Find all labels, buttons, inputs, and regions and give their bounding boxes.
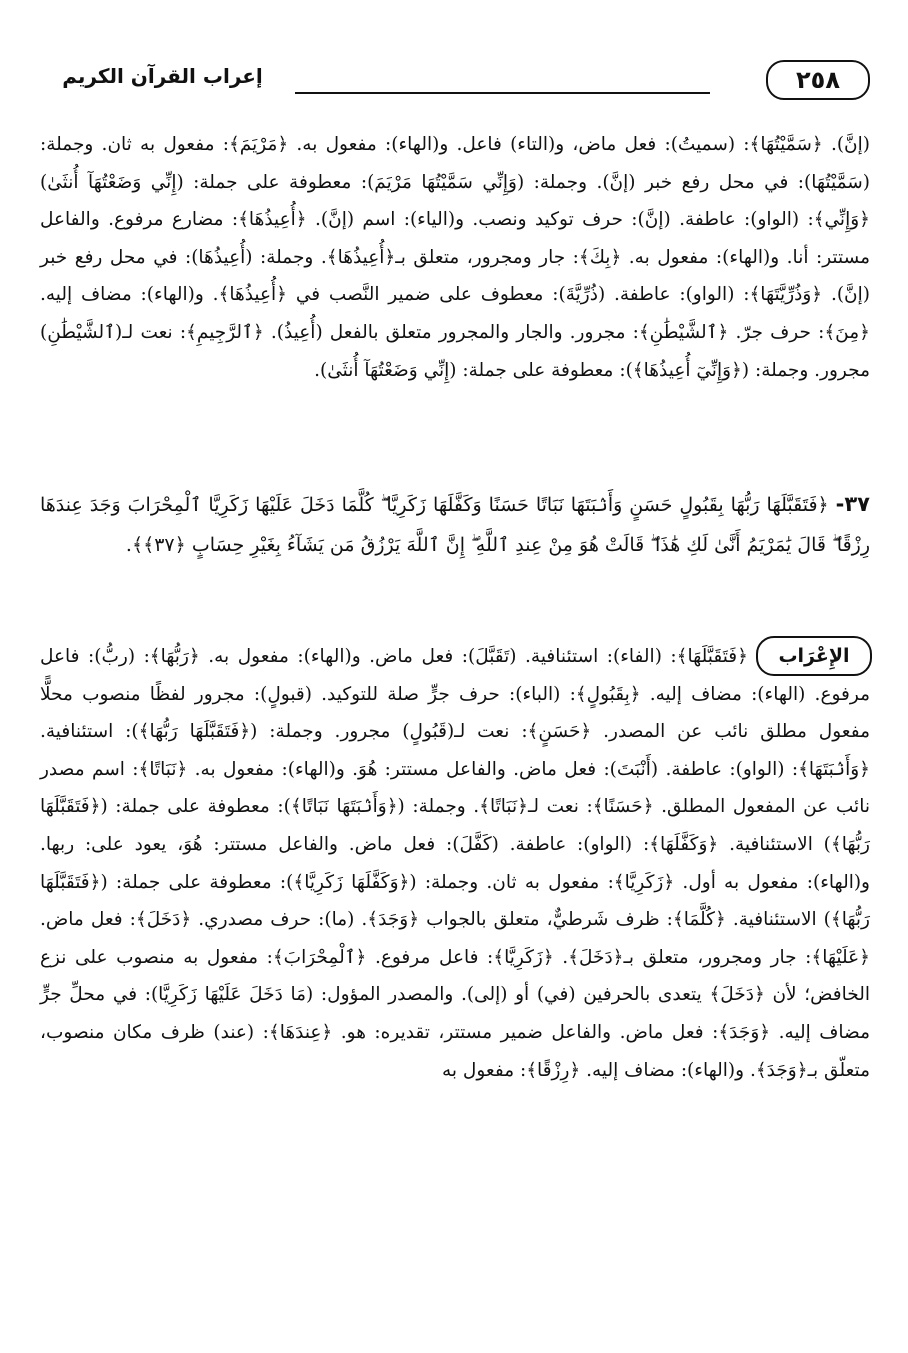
paragraph-continuation: (إنَّ). ﴿سَمَّيْتُهَا﴾: (سميتُ): فعل ماض، و(التاء) فاعل. و(الهاء): مفعول به. ﴿مَرْيَمَ﴾: مفعول به ثان. وجملة: (سَمَّيْتُهَا): في محل رفع خبر (إنَّ). وجملة: (وَإِنِّي سَمَّيْتُهَا مَرْيَمَ): معطوفة على جملة: (إِنِّي وَضَعْتُهَآ أُنثَىٰ) ﴿وَإِنِّي﴾: (الواو): عاطفة. (إنَّ): حرف توكيد ونصب. و(الياء): اسم (إنَّ). ﴿أُعِيذُهَا﴾: مضارع مرفوع. والفاعل مستتر: أنا. و(الهاء): مفعول به. ﴿بِكَ﴾: جار ومجرور، متعلق بـ﴿أُعِيذُهَا﴾. وجملة: (أُعِيذُهَا): في محل رفع خبر (إنَّ). ﴿وَذُرِّيَّتَهَا﴾: (الواو): عاطفة. (ذُرِّيَّةَ): معطوف على ضمير النَّصب في ﴿أُعِيذُهَا﴾. و(الهاء): مضاف إليه. ﴿مِنَ﴾: حرف جرّ. ﴿ٱلشَّيْطَٰنِ﴾: مجرور. والجار والمجرور متعلق بالفعل (أُعِيذُ). ﴿ٱلرَّجِيمِ﴾: نعت لـ(ٱلشَّيْطَٰنِ) مجرور. وجملة: (﴿وَإِنِّيٓ أُعِيذُهَا﴾): معطوفة على جملة: (إِنِّي وَضَعْتُهَآ أُنثَىٰ). xyxy=(40,134,870,381)
verse-text: ﴿فَتَقَبَّلَهَا رَبُّهَا بِقَبُولٍ حَسَنٍ وَأَنۢبَتَهَا نَبَاتًا حَسَنًا وَكَفَّلَهَا زَكَرِيَّا ۖ كُلَّمَا دَخَلَ عَلَيْهَا زَكَرِيَّا ٱلْمِحْرَابَ وَجَدَ عِندَهَا رِزْقًا ۖ قَالَ يَٰمَرْيَمُ أَنَّىٰ لَكِ هَٰذَا ۖ قَالَتْ هُوَ مِنْ عِندِ ٱللَّهِ ۖ إِنَّ ٱللَّهَ يَرْزُقُ مَن يَشَآءُ بِغَيْرِ حِسَابٍ ﴿٣٧﴾﴾. xyxy=(40,494,870,556)
irab-heading-badge: الإِعْرَاب xyxy=(756,636,872,676)
header-divider xyxy=(295,92,710,94)
verse-37 xyxy=(40,484,870,565)
irab-paragraph xyxy=(40,638,870,1089)
book-title: إعراب القرآن الكريم xyxy=(62,64,263,88)
page-header xyxy=(40,58,870,102)
irab-text: ﴿فَتَقَبَّلَهَا﴾: (الفاء): استئنافية. (تَقَبَّلَ): فعل ماض. و(الهاء): مفعول به. ﴿رَبُّهَا﴾: (ربُّ): فاعل مرفوع. (الهاء): مضاف إليه. ﴿بِقَبُولٍ﴾: (الباء): حرف جرٍّ صلة للتوكيد. (قبولٍ): مجرور لفظًا منصوب محلًّا مفعول مطلق نائب عن المصدر. ﴿حَسَنٍ﴾: نعت لـ(قَبُولٍ) مجرور. وجملة: (﴿فَتَقَبَّلَهَا رَبُّهَا﴾): استئنافية. ﴿وَأَنۢبَتَهَا﴾: (الواو): عاطفة. (أَنْبَتَ): فعل ماض. والفاعل مستتر: هُوَ. و(الهاء): مفعول به. ﴿نَبَاتًا﴾: اسم مصدر نائب عن المفعول المطلق. ﴿حَسَنًا﴾: نعت لـ﴿نَبَاتًا﴾. وجملة: (﴿وَأَنۢبَتَهَا نَبَاتًا﴾): معطوفة على جملة: (﴿فَتَقَبَّلَهَا رَبُّهَا﴾) الاستئنافية. ﴿وَكَفَّلَهَا﴾: (الواو): عاطفة. (كَفَّلَ): فعل ماض. والفاعل مستتر: هُوَ، يعود على: ربها. و(الهاء): مفعول به أول. ﴿زَكَرِيَّا﴾: مفعول به ثان. وجملة: (﴿وَكَفَّلَهَا زَكَرِيَّا﴾): معطوفة على جملة: (﴿فَتَقَبَّلَهَا رَبُّهَا﴾) الاستئنافية. ﴿كُلَّمَا﴾: ظرف شَرطيٌّ، متعلق بالجواب ﴿وَجَدَ﴾. (ما): حرف مصدري. ﴿دَخَلَ﴾: فعل ماض. ﴿عَلَيْهَا﴾: جار ومجرور، متعلق بـ﴿دَخَلَ﴾. ﴿زَكَرِيَّا﴾: فاعل مرفوع. ﴿ٱلْمِحْرَابَ﴾: مفعول به منصوب على نزع الخافض؛ لأن ﴿دَخَلَ﴾ يتعدى بالحرفين (في) أو (إلى). والمصدر المؤول: (مَا دَخَلَ عَلَيْهَا زَكَرِيَّا): في محلِّ جرٍّ مضاف إليه. ﴿وَجَدَ﴾: فعل ماض. والفاعل ضمير مستتر، تقديره: هو. ﴿عِندَهَا﴾: (عند) ظرف مكان منصوب، متعلّق بـ﴿وَجَدَ﴾. و(الهاء): مضاف إليه. ﴿رِزْقًا﴾: مفعول به xyxy=(40,646,870,1081)
verse-number: ٣٧- xyxy=(835,492,870,516)
page-number: ٢٥٨ xyxy=(766,60,870,100)
